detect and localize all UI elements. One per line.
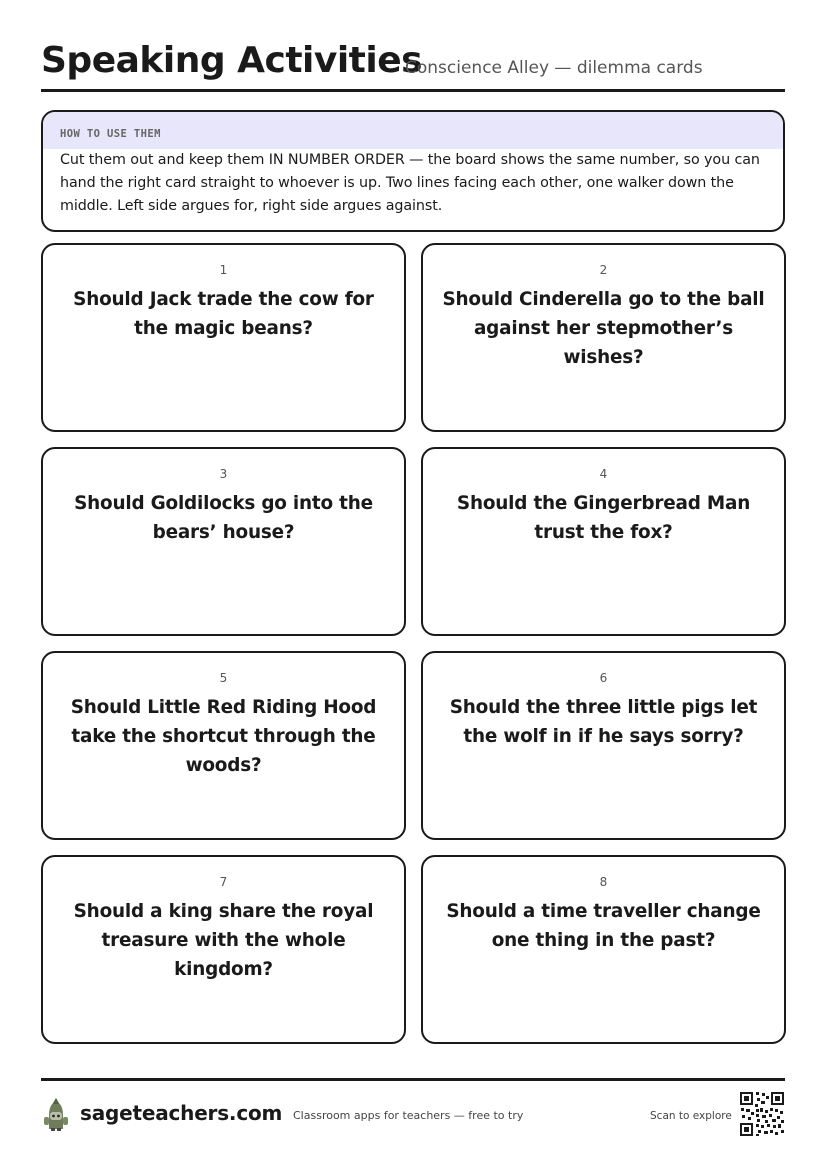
card-number: 8 <box>599 875 608 889</box>
dilemma-card <box>41 651 406 840</box>
footer-divider <box>41 1078 785 1081</box>
card-number: 1 <box>219 263 228 277</box>
card-question: Should Cinderella go to the ball against her stepmother’s wishes? <box>442 289 765 368</box>
card-number: 3 <box>219 467 228 481</box>
page-subtitle: Conscience Alley — dilemma cards <box>405 58 703 78</box>
card-question: Should a king share the royal treasure with the whole kingdom? <box>73 901 374 980</box>
page-header <box>41 40 785 92</box>
dilemma-card <box>421 243 786 432</box>
dilemma-card <box>421 855 786 1044</box>
card-number: 6 <box>599 671 608 685</box>
dilemma-card <box>421 651 786 840</box>
qr-code-icon <box>739 1091 785 1137</box>
how-to-label: HOW TO USE THEM <box>60 128 161 140</box>
card-question: Should Goldilocks go into the bears’ house? <box>74 493 373 543</box>
footer-tagline: Classroom apps for teachers — free to try <box>293 1109 524 1122</box>
how-to-box <box>41 110 785 232</box>
card-question: Should Little Red Riding Hood take the shortcut through the woods? <box>70 697 377 776</box>
brand-name: sageteachers.com <box>80 1101 283 1125</box>
card-number: 7 <box>219 875 228 889</box>
card-question: Should the Gingerbread Man trust the fox? <box>456 493 751 543</box>
page-title: Speaking Activities <box>41 40 423 81</box>
dilemma-card <box>41 243 406 432</box>
card-number: 5 <box>219 671 228 685</box>
dilemma-card <box>421 447 786 636</box>
sage-mascot-icon <box>41 1095 71 1131</box>
card-question: Should Jack trade the cow for the magic beans? <box>73 289 374 339</box>
card-question: Should a time traveller change one thing in the past? <box>446 901 761 951</box>
card-question: Should the three little pigs let the wolf in if he says sorry? <box>449 697 758 747</box>
how-to-text: Cut them out and keep them IN NUMBER ORDER — the board shows the same number, so you can hand the right card straight to whoever is up. Two lines facing each other, one walker down the middle. Left side argues for, right side argues against. <box>60 152 760 214</box>
dilemma-card <box>41 855 406 1044</box>
dilemma-card <box>41 447 406 636</box>
scan-label: Scan to explore <box>650 1110 732 1122</box>
card-number: 4 <box>599 467 608 481</box>
card-number: 2 <box>599 263 608 277</box>
